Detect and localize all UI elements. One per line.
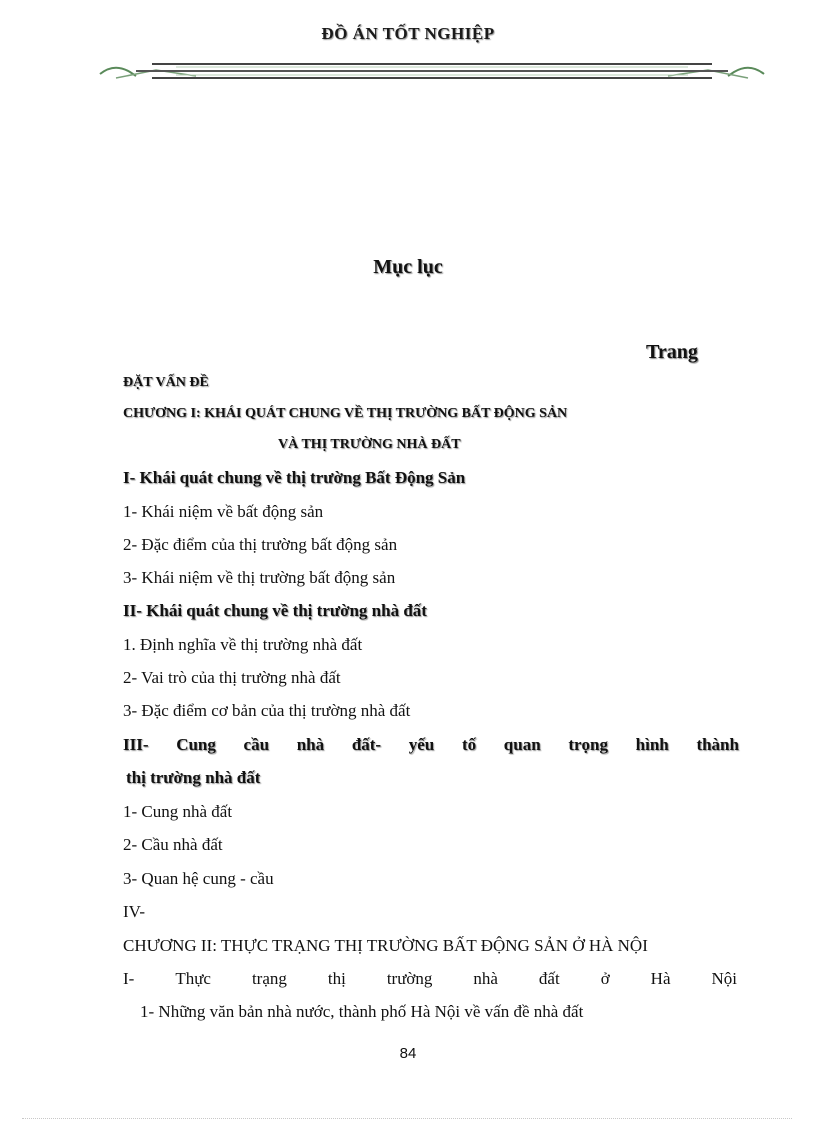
- toc-title: Mục lục: [373, 256, 443, 278]
- toc-item: 3- Đặc điểm cơ bản của thị trường nhà đất: [123, 701, 411, 720]
- toc-word: ở: [600, 969, 610, 988]
- toc-word: cầu: [243, 735, 270, 754]
- toc-item: 2- Cầu nhà đất: [123, 835, 223, 854]
- toc-section-IV: IV-: [123, 902, 146, 921]
- toc-section-III: [123, 734, 739, 756]
- toc-word: nhà: [296, 735, 325, 754]
- header-title: ĐỒ ÁN TỐT NGHIỆP: [321, 24, 495, 43]
- toc-item: 2- Vai trò của thị trường nhà đất: [123, 668, 341, 687]
- page-column-label: Trang: [646, 341, 698, 363]
- toc-word: tố: [461, 735, 477, 754]
- toc-item: 1- Cung nhà đất: [123, 802, 233, 821]
- toc-item: 3- Quan hệ cung - cầu: [123, 869, 274, 888]
- toc-word: Cung: [176, 735, 216, 754]
- toc-word: thành: [696, 735, 739, 754]
- toc-item: 2- Đặc điểm của thị trường bất động sản: [123, 535, 398, 554]
- page-number: 84: [399, 1045, 417, 1062]
- toc-word: trạng: [251, 969, 287, 988]
- toc-chapter2-item-1: 1- Những văn bản nhà nước, thành phố Hà Nội về vấn đề nhà đất: [140, 1002, 584, 1021]
- toc-word: trọng: [568, 735, 608, 754]
- toc-word: nhà: [473, 969, 498, 988]
- toc-word: trường: [386, 969, 433, 988]
- toc-word: đất-: [351, 735, 382, 754]
- toc-word: I-: [123, 969, 135, 988]
- toc-item: 3- Khái niệm về thị trường bất động sản: [123, 568, 396, 587]
- toc-word: quan: [503, 735, 541, 754]
- toc-section-II: II- Khái quát chung về thị trường nhà đất: [123, 601, 427, 620]
- toc-word: hình: [635, 735, 669, 754]
- toc-chapter2-section-I: [123, 968, 737, 990]
- toc-chapter2: CHƯƠNG II: THỰC TRẠNG THỊ TRƯỜNG BẤT ĐỘNG SẢN Ở HÀ NỘI: [123, 936, 648, 955]
- toc-word: Nội: [711, 969, 737, 988]
- toc-word: III-: [123, 735, 149, 754]
- toc-chapter1-line1: CHƯƠNG I: KHÁI QUÁT CHUNG VỀ THỊ TRƯỜNG BẤT ĐỘNG SẢN: [123, 406, 568, 421]
- toc-word: yếu: [408, 735, 435, 754]
- toc-word: đất: [538, 969, 560, 988]
- toc-chapter1-line2: VÀ THỊ TRƯỜNG NHÀ ĐẤT: [278, 437, 461, 452]
- toc-item: 1. Định nghĩa về thị trường nhà đất: [123, 635, 363, 654]
- header-ornament-rule: [96, 58, 768, 84]
- toc-word: thị: [327, 969, 346, 988]
- toc-word: Thực: [175, 969, 211, 988]
- toc-word: Hà: [650, 969, 671, 988]
- toc-section-III-continuation: thị trường nhà đất: [126, 768, 261, 787]
- toc-item: 1- Khái niệm về bất động sản: [123, 502, 324, 521]
- toc-section-I: I- Khái quát chung về thị trường Bất Động Sản: [123, 468, 466, 487]
- toc-intro: ĐẶT VẤN ĐỀ: [123, 375, 209, 390]
- bottom-dotted-rule: [22, 1118, 792, 1119]
